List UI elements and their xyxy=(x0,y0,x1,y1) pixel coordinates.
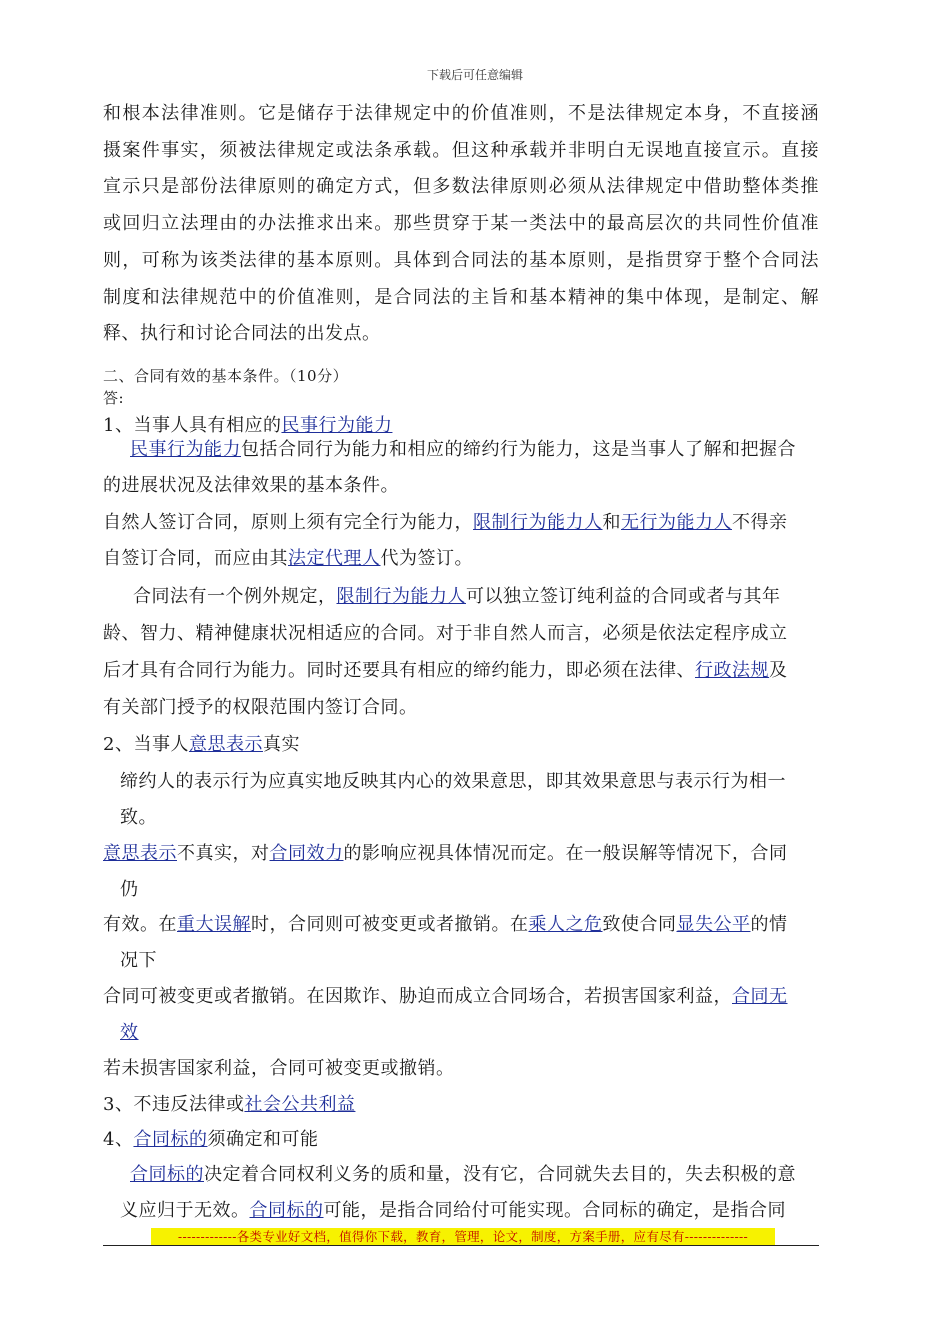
paragraph-text: 包括合同行为能力和相应的缔约行为能力，这是当事人了解和把握合 xyxy=(241,439,796,460)
link-contract-object[interactable]: 合同标的 xyxy=(130,1164,204,1185)
link-limited-capacity[interactable]: 限制行为能力人 xyxy=(336,586,466,607)
link-contract-void[interactable]: 效 xyxy=(120,1022,139,1043)
link-civil-capacity[interactable]: 民事行为能力 xyxy=(281,415,393,436)
link-legal-agent[interactable]: 法定代理人 xyxy=(288,548,381,569)
paragraph-text: 代为签订。 xyxy=(380,548,473,569)
link-contract-object[interactable]: 合同标的 xyxy=(249,1200,324,1221)
link-obviously-unfair[interactable]: 显失公平 xyxy=(676,914,751,935)
paragraph-text: 可以独立签订纯利益的合同或者与其年 xyxy=(466,586,781,607)
link-contract-object[interactable]: 合同标的 xyxy=(133,1129,208,1150)
link-no-capacity[interactable]: 无行为能力人 xyxy=(621,512,732,533)
paragraph-line: 若未损害国家利益，合同可被变更或撤销。 xyxy=(103,1058,455,1079)
answer-label: 答: xyxy=(103,389,125,407)
section-text: 2、当事人 xyxy=(103,734,189,755)
section-text: 3、不违反法律或 xyxy=(103,1094,245,1115)
paragraph-text: 时，合同则可被变更或者撤销。在 xyxy=(251,914,529,935)
paragraph-text: 自然人签订合同，原则上须有完全行为能力， xyxy=(103,512,473,533)
link-contract-void[interactable]: 合同无 xyxy=(732,986,788,1007)
link-taking-advantage[interactable]: 乘人之危 xyxy=(528,914,603,935)
paragraph-text: 合同法有一个例外规定， xyxy=(133,586,337,607)
paragraph-text: 致使合同 xyxy=(602,914,677,935)
section-4-heading xyxy=(103,1128,318,1152)
section-1-heading xyxy=(103,414,392,438)
paragraph-line: 或回归立法理由的办法推求出来。那些贯穿于某一类法中的最高层次的共同性价值准 xyxy=(103,213,819,234)
section-text: 真实 xyxy=(262,734,300,755)
paragraph-text: 的情 xyxy=(750,914,788,935)
paragraph-text: 不真实，对 xyxy=(177,843,270,864)
paragraph-text: 合同可被变更或者撤销。在因欺诈、胁迫而成立合同场合，若损害国家利益， xyxy=(103,986,732,1007)
paragraph-text: 不得亲 xyxy=(732,512,788,533)
paragraph-text: 自签订合同，而应由其 xyxy=(103,548,288,569)
paragraph-text: 后才具有合同行为能力。同时还要具有相应的缔约能力，即必须在法律、 xyxy=(103,660,695,681)
paragraph-line xyxy=(130,1163,796,1187)
paragraph-text: 的影响应视具体情况而定。在一般误解等情况下，合同 xyxy=(343,843,788,864)
paragraph-line: 仍 xyxy=(120,879,139,900)
paragraph-line xyxy=(130,438,796,462)
paragraph-line: 缔约人的表示行为应真实地反映其内心的效果意思，即其效果意思与表示行为相一 xyxy=(120,771,786,792)
paragraph-text: 义应归于无效。 xyxy=(120,1200,250,1221)
link-declaration-of-intent[interactable]: 意思表示 xyxy=(188,734,263,755)
section-text: 1、当事人具有相应的 xyxy=(103,415,282,436)
paragraph-line xyxy=(120,1199,786,1223)
link-admin-regulations[interactable]: 行政法规 xyxy=(695,660,769,681)
paragraph-line xyxy=(103,842,788,866)
paragraph-line: 制度和法律规范中的价值准则，是合同法的主旨和基本精神的集中体现，是制定、解 xyxy=(103,287,819,308)
link-limited-capacity[interactable]: 限制行为能力人 xyxy=(473,512,603,533)
section-3-heading xyxy=(103,1093,355,1117)
paragraph-line xyxy=(103,659,788,683)
paragraph-line: 释、执行和讨论合同法的出发点。 xyxy=(103,323,381,344)
paragraph-text: 可能，是指合同给付可能实现。合同标的确定，是指合同 xyxy=(323,1200,786,1221)
page-header: 下载后可任意编辑 xyxy=(426,68,523,82)
paragraph-line: 摄案件事实，须被法律规定或法条承载。但这种承载并非明白无误地直接宣示。直接 xyxy=(103,140,819,161)
paragraph-text: 有效。在 xyxy=(103,914,177,935)
paragraph-line: 的进展状况及法律效果的基本条件。 xyxy=(103,475,399,496)
section-text: 须确定和可能 xyxy=(207,1129,319,1150)
link-civil-capacity[interactable]: 民事行为能力 xyxy=(130,439,241,460)
link-major-misunderstanding[interactable]: 重大误解 xyxy=(177,914,251,935)
question-heading: 二、合同有效的基本条件。（10分） xyxy=(103,367,349,385)
paragraph-line: 则，可称为该类法律的基本原则。具体到合同法的基本原则，是指贯穿于整个合同法 xyxy=(103,250,819,271)
paragraph-text: 和 xyxy=(602,512,621,533)
paragraph-line xyxy=(103,985,788,1009)
paragraph-line: 宣示只是部份法律原则的确定方式，但多数法律原则必须从法律规定中借助整体类推 xyxy=(103,176,819,197)
paragraph-line xyxy=(133,585,781,609)
paragraph-text: 决定着合同权利义务的质和量，没有它，合同就失去目的，失去积极的意 xyxy=(204,1164,796,1185)
paragraph-line: 和根本法律准则。它是储存于法律规定中的价值准则，不是法律规定本身，不直接涵 xyxy=(103,103,819,124)
paragraph-line xyxy=(103,547,473,571)
link-public-interest[interactable]: 社会公共利益 xyxy=(244,1094,356,1115)
paragraph-line xyxy=(103,511,788,535)
link-contract-validity[interactable]: 合同效力 xyxy=(269,843,344,864)
section-2-heading xyxy=(103,733,300,757)
paragraph-text: 及 xyxy=(769,660,788,681)
paragraph-line: 况下 xyxy=(120,950,157,971)
paragraph-line: 龄、智力、精神健康状况相适应的合同。对于非自然人而言，必须是依法定程序成立 xyxy=(103,623,788,644)
paragraph-line xyxy=(120,1021,139,1045)
footer-banner: -------------各类专业好文档，值得你下载，教育，管理，论文，制度，方案手册，应有尽有-------------- xyxy=(151,1228,775,1245)
section-text: 4、 xyxy=(103,1129,134,1150)
paragraph-line xyxy=(103,913,788,937)
link-declaration-of-intent[interactable]: 意思表示 xyxy=(103,843,177,864)
paragraph-line: 有关部门授予的权限范围内签订合同。 xyxy=(103,697,418,718)
paragraph-line: 致。 xyxy=(120,807,157,828)
footer-divider xyxy=(103,1245,819,1246)
